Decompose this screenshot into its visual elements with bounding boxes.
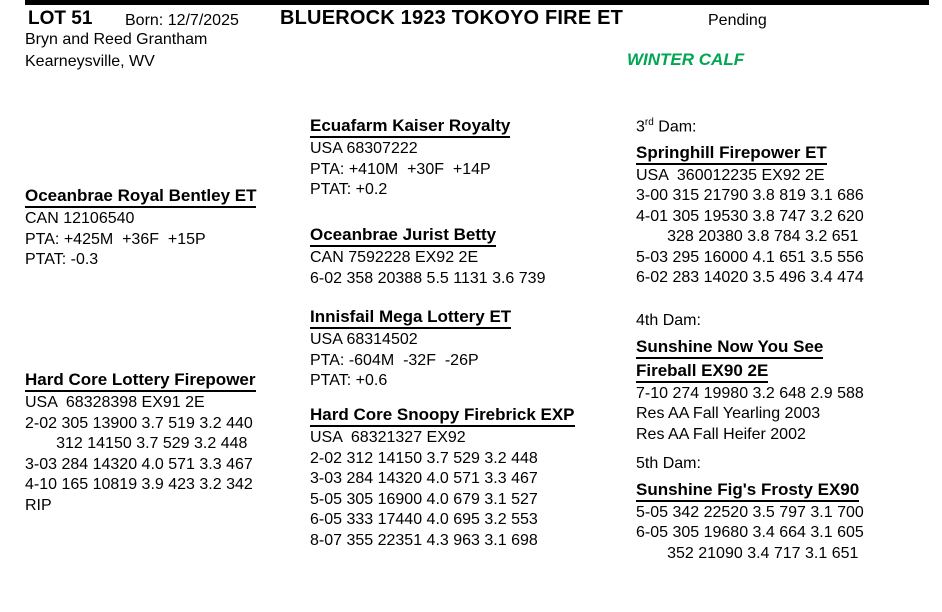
- pedigree-entry-fifth-dam: [636, 454, 864, 564]
- pedigree-entry-fourth-dam: [636, 311, 864, 445]
- entry-line: Res AA Fall Heifer 2002: [636, 425, 806, 443]
- entry-title: Sunshine Now You See: [636, 336, 823, 359]
- entry-line: RIP: [25, 496, 52, 514]
- entry-line: 4-10 165 10819 3.9 423 3.2 342: [25, 476, 253, 493]
- entry-line: 6-02 283 14020 3.5 496 3.4 474: [636, 269, 864, 287]
- pedigree-entry-dams-sire: [310, 306, 511, 392]
- entry-title: Innisfail Mega Lottery ET: [310, 306, 511, 329]
- entry-line: 5-03 295 16000 4.1 651 3.5 556: [636, 248, 864, 266]
- lot-number: LOT 51: [28, 8, 93, 29]
- dam-ordinal-label: 4th Dam:: [636, 312, 701, 329]
- entry-title: Sunshine Fig's Frosty EX90: [636, 479, 859, 502]
- entry-line: USA 68307222: [310, 140, 418, 157]
- dam-ordinal-label: 5th Dam:: [636, 455, 701, 472]
- entry-title: Ecuafarm Kaiser Royalty: [310, 115, 510, 138]
- entry-title: Springhill Firepower ET: [636, 142, 827, 165]
- entry-line: 3-03 284 14320 4.0 571 3.3 467: [25, 455, 253, 473]
- entry-title: Hard Core Lottery Firepower: [25, 369, 256, 392]
- entry-line: 6-05 305 19680 3.4 664 3.1 605: [636, 524, 864, 541]
- entry-line: 8-07 355 22351 4.3 963 3.1 698: [310, 531, 538, 549]
- entry-line: PTAT: -0.3: [25, 251, 99, 268]
- animal-name-title: BLUEROCK 1923 TOKOYO FIRE ET: [280, 7, 624, 29]
- top-rule: [25, 0, 929, 5]
- entry-line: 2-02 305 13900 3.7 519 3.2 440: [25, 414, 253, 432]
- entry-line: 352 21090 3.4 717 3.1 651: [636, 544, 859, 562]
- pedigree-entry-dams-dam: [310, 404, 575, 551]
- entry-line: CAN 12106540: [25, 210, 135, 227]
- birth-date: Born: 12/7/2025: [125, 12, 239, 29]
- entry-line: 6-05 333 17440 4.0 695 3.2 553: [310, 511, 538, 528]
- entry-line: PTA: +425M +36F +15P: [25, 230, 206, 248]
- entry-title: Oceanbrae Jurist Betty: [310, 224, 496, 247]
- entry-line: PTAT: +0.2: [310, 181, 388, 198]
- entry-line: Res AA Fall Yearling 2003: [636, 405, 821, 422]
- entry-line: CAN 7592228 EX92 2E: [310, 249, 479, 266]
- pedigree-entry-dam: [25, 369, 256, 516]
- owner-location: Kearneysville, WV: [25, 53, 155, 70]
- entry-line: 6-02 358 20388 5.5 1131 3.6 739: [310, 269, 546, 287]
- entry-title: Hard Core Snoopy Firebrick EXP: [310, 404, 575, 427]
- registration-status: Pending: [708, 12, 767, 29]
- entry-line: USA 68328398 EX91 2E: [25, 394, 205, 411]
- category-label: WINTER CALF: [627, 50, 745, 69]
- entry-line: USA 360012235 EX92 2E: [636, 166, 825, 184]
- entry-line: USA 68321327 EX92: [310, 429, 466, 446]
- entry-line: 4-01 305 19530 3.8 747 3.2 620: [636, 207, 864, 225]
- entry-title: Fireball EX90 2E: [636, 360, 768, 383]
- entry-line: PTAT: +0.6: [310, 372, 388, 389]
- dam-ordinal-label: 3rd Dam:: [636, 117, 697, 136]
- entry-line: 2-02 312 14150 3.7 529 3.2 448: [310, 449, 538, 467]
- pedigree-entry-third-dam: [636, 113, 864, 289]
- entry-line: 312 14150 3.7 529 3.2 448: [25, 435, 248, 452]
- entry-line: 328 20380 3.8 784 3.2 651: [636, 228, 859, 246]
- pedigree-entry-sire: [25, 185, 256, 271]
- entry-line: PTA: -604M -32F -26P: [310, 351, 479, 369]
- entry-line: 7-10 274 19980 3.2 648 2.9 588: [636, 384, 864, 402]
- entry-line: PTA: +410M +30F +14P: [310, 160, 491, 178]
- entry-line: 3-00 315 21790 3.8 819 3.1 686: [636, 187, 864, 205]
- entry-line: 5-05 342 22520 3.5 797 3.1 700: [636, 503, 864, 521]
- entry-line: 3-03 284 14320 4.0 571 3.3 467: [310, 470, 538, 487]
- owner-name: Bryn and Reed Grantham: [25, 31, 208, 48]
- entry-title: Oceanbrae Royal Bentley ET: [25, 185, 256, 208]
- pedigree-entry-sires-sire: [310, 115, 510, 201]
- entry-line: USA 68314502: [310, 331, 418, 348]
- pedigree-entry-sires-dam: [310, 224, 545, 289]
- entry-line: 5-05 305 16900 4.0 679 3.1 527: [310, 490, 538, 508]
